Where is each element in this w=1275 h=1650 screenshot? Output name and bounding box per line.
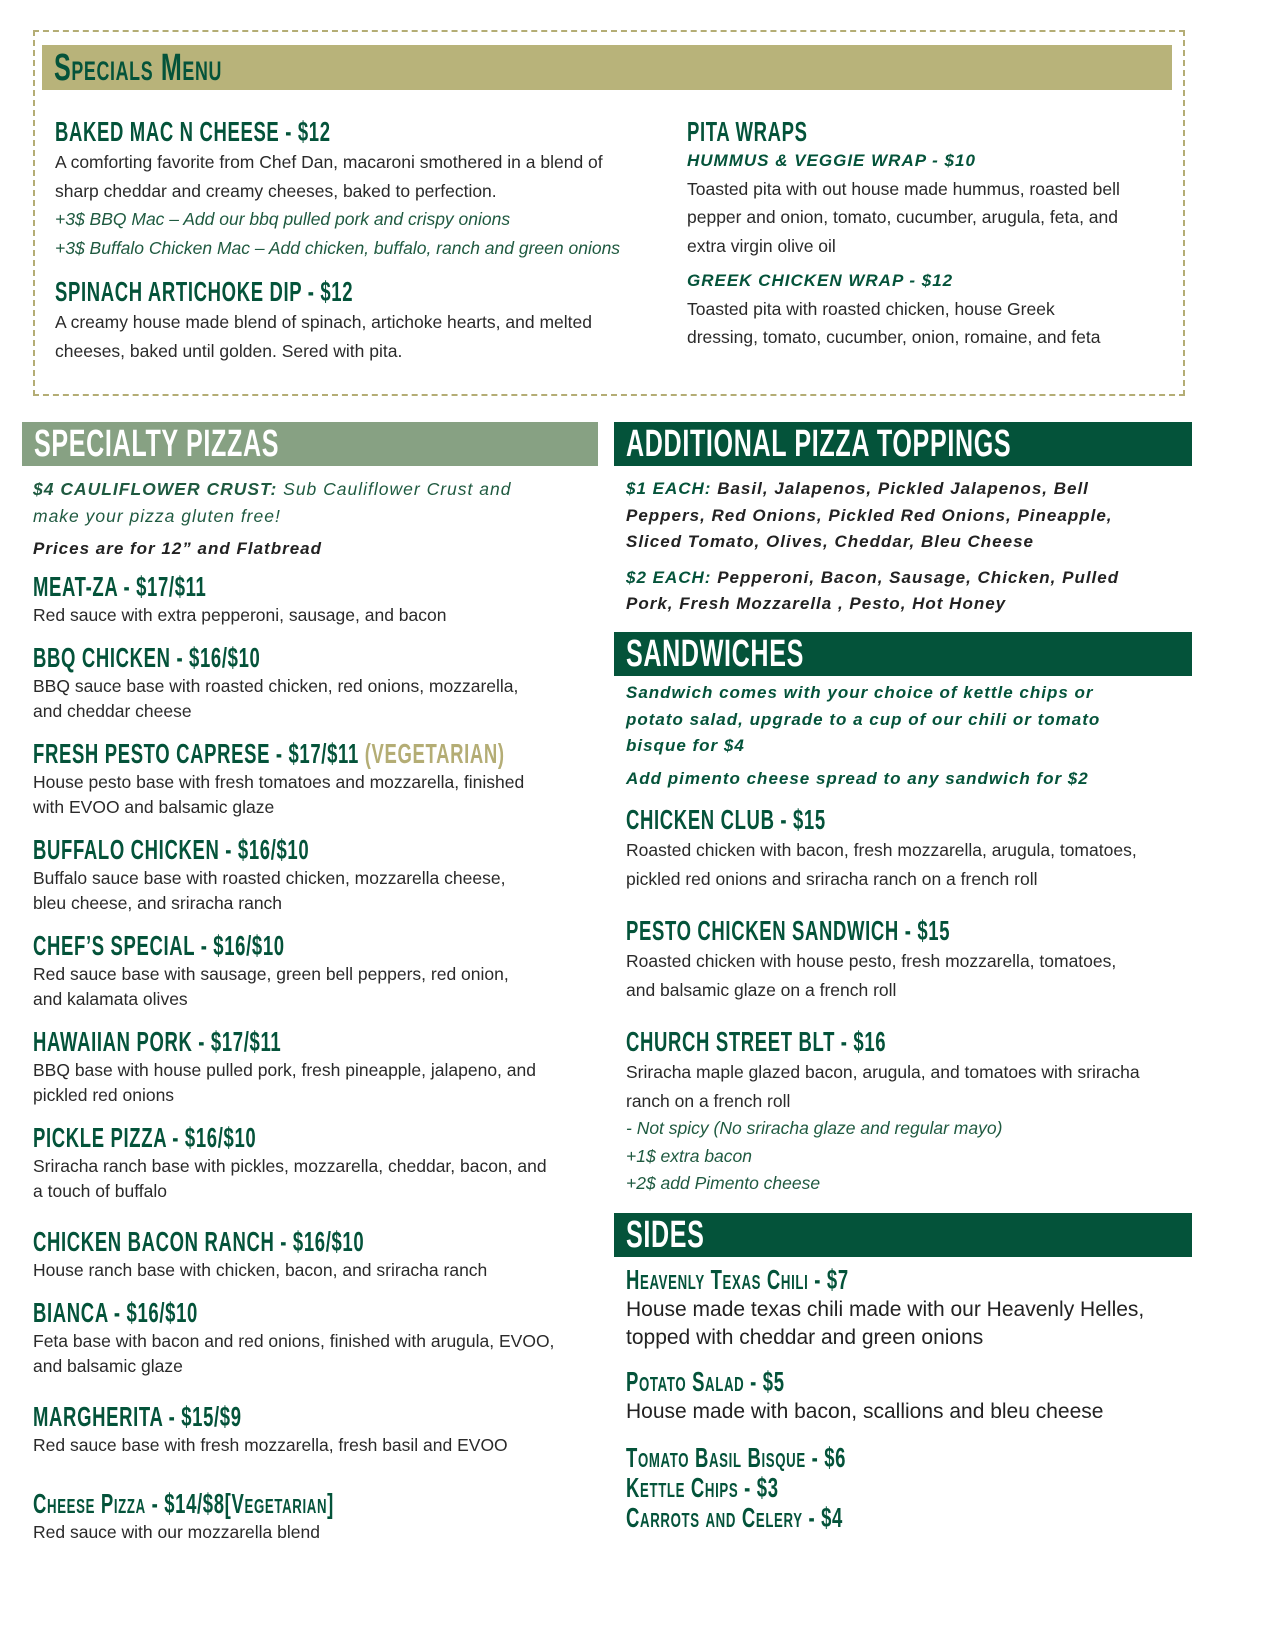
pizza-desc: Red sauce base with sausage, green bell peppers, red onion, and kalamata olives bbox=[33, 963, 509, 1009]
pizza-item bbox=[33, 1026, 593, 1108]
pizza-name: MEAT-ZA - $17/$11 bbox=[33, 570, 207, 602]
pizza-name: CHICKEN BACON RANCH - $16/$10 bbox=[33, 1225, 365, 1257]
pizza-desc: Red sauce with our mozzarella blend bbox=[33, 1521, 320, 1542]
pizza-desc: Feta base with bacon and red onions, finished with arugula, EVOO, and balsamic glaze bbox=[33, 1330, 555, 1376]
pizza-name: PICKLE PIZZA - $16/$10 bbox=[33, 1121, 257, 1153]
toppings-list: $1 EACH: Basil, Jalapenos, Pickled Jalapenos, Bell Peppers, Red Onions, Pickled Red Onions, Pineapple, Sliced Tomato, Olives, Cheddar, Bleu Cheese $2 EACH: Pepperoni, Bacon, Sausage, Chicken, Pulled Pork, Fresh Mozzarella , Pesto, Hot Honey bbox=[626, 479, 1120, 613]
sides-header-bar bbox=[614, 1213, 1192, 1257]
pizza-name: FRESH PESTO CAPRESE - $17/$11 (VEGETARIAN) bbox=[33, 737, 505, 769]
pizza-item bbox=[33, 1297, 593, 1379]
subitem-name: HUMMUS & VEGGIE WRAP - $10 bbox=[687, 151, 976, 170]
pizza-name: BIANCA - $16/$10 bbox=[33, 1296, 198, 1328]
side-name: Carrots and Celery - $4 bbox=[626, 1502, 843, 1533]
sides-title: SIDES bbox=[626, 1214, 705, 1256]
item-desc: A comforting favorite from Chef Dan, macaroni smothered in a blend of sharp cheddar and creamy cheeses, baked to perfection. bbox=[55, 152, 603, 201]
pizza-section bbox=[33, 476, 593, 1545]
pizza-name: MARGHERITA - $15/$9 bbox=[33, 1400, 242, 1432]
pizza-desc: House ranch base with chicken, bacon, and sriracha ranch bbox=[33, 1259, 488, 1280]
special-mac bbox=[55, 116, 685, 262]
pizza-item bbox=[33, 1122, 593, 1204]
pizza-item bbox=[33, 571, 593, 628]
sandwich-note: Sandwich comes with your choice of kettle chips or potato salad, upgrade to a cup of our chili or tomato bisque for $4 Add pimento cheese spread to any sandwich for $2 bbox=[626, 680, 1192, 792]
special-dip bbox=[55, 276, 685, 365]
subitem-name: GREEK CHICKEN WRAP - $12 bbox=[687, 271, 954, 290]
item-desc: Toasted pita with roasted chicken, house Greek dressing, tomato, cucumber, onion, romaine, and feta bbox=[687, 298, 1101, 347]
pizza-item bbox=[33, 834, 593, 916]
pizza-item bbox=[33, 642, 593, 724]
item-addons: +3$ BBQ Mac – Add our bbq pulled pork and crispy onions +3$ Buffalo Chicken Mac – Add chicken, buffalo, ranch and green onions bbox=[55, 209, 621, 258]
pizza-desc: BBQ sauce base with roasted chicken, red onions, mozzarella, and cheddar cheese bbox=[33, 675, 519, 721]
pizza-desc: Buffalo sauce base with roasted chicken, mozzarella cheese, bleu cheese, and sriracha ranch bbox=[33, 867, 506, 913]
item-name: PITA WRAPS bbox=[687, 116, 808, 147]
pizza-desc: Sriracha ranch base with pickles, mozzarella, cheddar, bacon, and a touch of buffalo bbox=[33, 1155, 547, 1201]
side-name: Kettle Chips - $3 bbox=[626, 1472, 779, 1503]
pizza-name: CHEF’S SPECIAL - $16/$10 bbox=[33, 929, 285, 961]
pizza-item bbox=[33, 1401, 593, 1458]
sandwich-club: CHICKEN CLUB - $15 Roasted chicken with bacon, fresh mozzarella, arugula, tomatoes, pickled red onions and sriracha ranch on a french roll bbox=[626, 804, 1137, 889]
side-name: Tomato Basil Bisque - $6 bbox=[626, 1442, 847, 1473]
item-name: BAKED MAC N CHEESE - $12 bbox=[55, 116, 331, 147]
pizza-desc: BBQ base with house pulled pork, fresh pineapple, jalapeno, and pickled red onions bbox=[33, 1059, 536, 1105]
toppings-title: ADDITIONAL PIZZA TOPPINGS bbox=[626, 423, 1012, 465]
item-name: SPINACH ARTICHOKE DIP - $12 bbox=[55, 276, 354, 307]
cauliflower-text: Sub Cauliflower Crust and bbox=[277, 479, 512, 499]
pizza-desc: House pesto base with fresh tomatoes and mozzarella, finished with EVOO and balsamic glaze bbox=[33, 771, 525, 817]
pizzas-title: SPECIALTY PIZZAS bbox=[34, 423, 280, 465]
item-desc: A creamy house made blend of spinach, artichoke hearts, and melted cheeses, baked until golden. Sered with pita. bbox=[55, 312, 592, 361]
item-desc: Toasted pita with out house made hummus, roasted bell pepper and onion, tomato, cucumber, arugula, feta, and extra virgin olive oil bbox=[687, 178, 1120, 256]
pizza-desc: Red sauce with extra pepperoni, sausage, and bacon bbox=[33, 604, 447, 625]
specials-title: Specials Menu bbox=[54, 47, 223, 89]
cauliflower-label: $4 CAULIFLOWER CRUST: bbox=[33, 479, 278, 499]
pizza-name: BBQ CHICKEN - $16/$10 bbox=[33, 641, 261, 673]
sandwich-pesto: PESTO CHICKEN SANDWICH - $15 Roasted chicken with house pesto, fresh mozzarella, tomatoes, and balsamic glaze on a french roll bbox=[626, 915, 1117, 1000]
side-name: Heavenly Texas Chili - $7 bbox=[626, 1264, 849, 1295]
prices-note: Prices are for 12” and Flatbread bbox=[33, 539, 322, 558]
pizza-item bbox=[33, 1226, 593, 1283]
sandwiches-header-bar bbox=[614, 632, 1192, 676]
sandwich-blt: CHURCH STREET BLT - $16 Sriracha maple glazed bacon, arugula, and tomatoes with sriracha ranch on a french roll - Not spicy (No sriracha glaze and regular mayo) +1$ extra bacon +2$ add Pimento cheese bbox=[626, 1026, 1140, 1193]
vegetarian-tag: (VEGETARIAN) bbox=[364, 737, 505, 769]
pizza-item bbox=[33, 930, 593, 1012]
pizza-name: Cheese Pizza - $14/$8[Vegetarian] bbox=[33, 1487, 335, 1519]
side-name: Potato Salad - $5 bbox=[626, 1366, 785, 1397]
pizza-desc: Red sauce base with fresh mozzarella, fresh basil and EVOO bbox=[33, 1434, 508, 1455]
sandwiches-title: SANDWICHES bbox=[626, 633, 804, 675]
pizza-name: BUFFALO CHICKEN - $16/$10 bbox=[33, 833, 310, 865]
pizza-item bbox=[33, 1488, 593, 1545]
pizza-item bbox=[33, 738, 593, 820]
pimento-note: Add pimento cheese spread to any sandwich for $2 bbox=[626, 768, 1089, 788]
cauliflower-text: make your pizza gluten free! bbox=[33, 506, 281, 526]
sides-list: Heavenly Texas Chili - $7 House made texas chili made with our Heavenly Helles, topped with cheddar and green onions Potato Salad - $5 House made with bacon, scallions and bleu cheese Tomato Basil Bisque - $6 Kettle Chips - $3 Carrots and Celery - $4 bbox=[626, 1264, 1145, 1533]
toppings-header-bar bbox=[614, 422, 1192, 466]
pizza-name: HAWAIIAN PORK - $17/$11 bbox=[33, 1025, 282, 1057]
special-pita bbox=[687, 116, 1177, 352]
pizzas-header-bar bbox=[22, 422, 598, 466]
